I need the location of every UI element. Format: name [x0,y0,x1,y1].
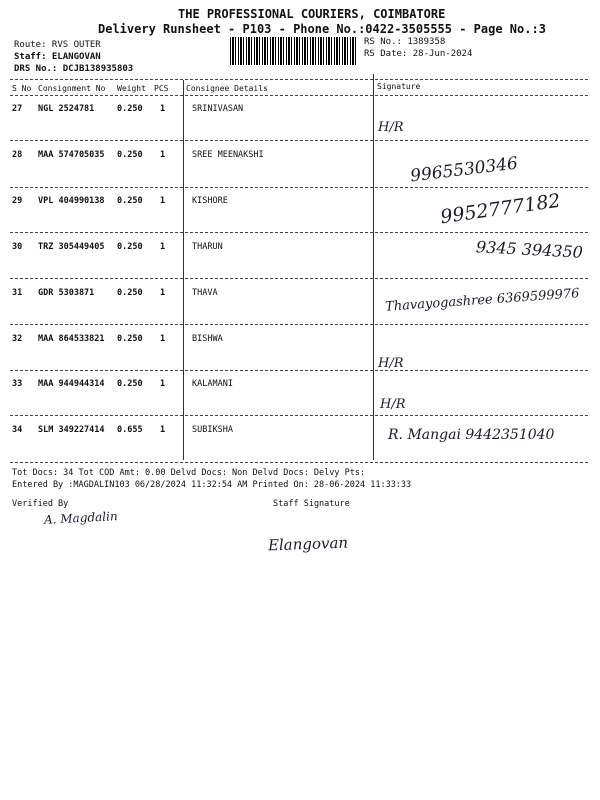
row-rule [10,370,588,371]
col-consignment: Consignment No [38,84,106,93]
row-consignment: NGL 2524781 [38,104,95,114]
row-consignee: BISHWA [192,334,223,344]
table-top-rule [10,79,588,80]
column-divider [373,74,374,460]
row-rule [10,140,588,141]
row-consignment: SLM 349227414 [38,425,105,435]
row-rule [10,324,588,325]
row-weight: 0.250 [117,242,143,252]
row-weight: 0.655 [117,425,143,435]
company-title: THE PROFESSIONAL COURIERS, COIMBATORE [178,7,446,21]
row-consignee: SUBIKSHA [192,425,233,435]
col-signature: Signature [377,82,421,91]
row-signature: 9965530346 [409,153,519,187]
row-consignment: TRZ 305449405 [38,242,105,252]
row-rule [10,187,588,188]
row-pcs: 1 [160,379,166,389]
row-consignee: SRINIVASAN [192,104,244,114]
row-sno: 32 [12,334,23,344]
row-signature: 9345 394350 [475,237,584,262]
column-divider [183,80,184,460]
runsheet-title: Delivery Runsheet - P103 - Phone No.:0422-3505555 - Page No.:3 [98,22,546,36]
row-signature: Thavayogashree 6369599976 [384,286,580,315]
verified-by-label: Verified By [12,499,69,509]
rs-date: RS Date: 28-Jun-2024 [364,49,473,59]
row-consignment: MAA 864533821 [38,334,105,344]
row-signature: H/R [378,120,404,135]
col-consignee: Consignee Details [186,84,268,93]
staff-signature-label: Staff Signature [273,499,350,509]
entered-line: Entered By :MAGDALIN103 06/28/2024 11:32:54 AM Printed On: 28-06-2024 11:33:33 [12,480,412,490]
row-signature: 9952777182 [439,189,562,229]
row-consignee: KISHORE [192,196,228,206]
row-consignee: THARUN [192,242,223,252]
row-weight: 0.250 [117,379,143,389]
row-consignee: KALAMANI [192,379,233,389]
row-consignment: VPL 404990138 [38,196,105,206]
row-sno: 30 [12,242,23,252]
verified-signature: A. Magdalin [43,509,118,527]
row-consignee: SREE MEENAKSHI [192,150,264,160]
row-sno: 28 [12,150,23,160]
row-rule [10,278,588,279]
staff-signed: Elangovan [267,533,349,555]
row-rule [10,415,588,416]
row-consignment: MAA 574705035 [38,150,105,160]
col-pcs: PCS [154,84,169,93]
row-weight: 0.250 [117,196,143,206]
row-weight: 0.250 [117,288,143,298]
row-sno: 31 [12,288,23,298]
table-header-rule [10,95,588,96]
table-bottom-rule [10,462,588,463]
totals-line: Tot Docs: 34 Tot COD Amt: 0.00 Delvd Docs: Non Delvd Docs: Delvy Pts: [12,468,366,478]
row-pcs: 1 [160,288,166,298]
row-rule [10,232,588,233]
col-weight: Weight [117,84,146,93]
row-consignment: MAA 944944314 [38,379,105,389]
row-sno: 29 [12,196,23,206]
rs-number: RS No.: 1389358 [364,37,446,47]
row-pcs: 1 [160,150,166,160]
drs-number: DRS No.: DCJB138935803 [14,64,134,74]
row-pcs: 1 [160,425,166,435]
row-weight: 0.250 [117,150,143,160]
staff-label: Staff: ELANGOVAN [14,52,101,62]
row-sno: 33 [12,379,23,389]
row-signature: H/R [378,356,404,371]
row-consignee: THAVA [192,288,218,298]
row-weight: 0.250 [117,334,143,344]
row-pcs: 1 [160,334,166,344]
row-weight: 0.250 [117,104,143,114]
row-sno: 27 [12,104,23,114]
row-signature: R. Mangai 9442351040 [388,427,555,443]
row-pcs: 1 [160,196,166,206]
route-label: Route: RVS OUTER [14,40,101,50]
row-sno: 34 [12,425,23,435]
row-consignment: GDR 5303871 [38,288,95,298]
row-pcs: 1 [160,104,166,114]
barcode-image [230,37,356,65]
row-pcs: 1 [160,242,166,252]
row-signature: H/R [380,397,406,412]
col-sno: S No [12,84,32,93]
